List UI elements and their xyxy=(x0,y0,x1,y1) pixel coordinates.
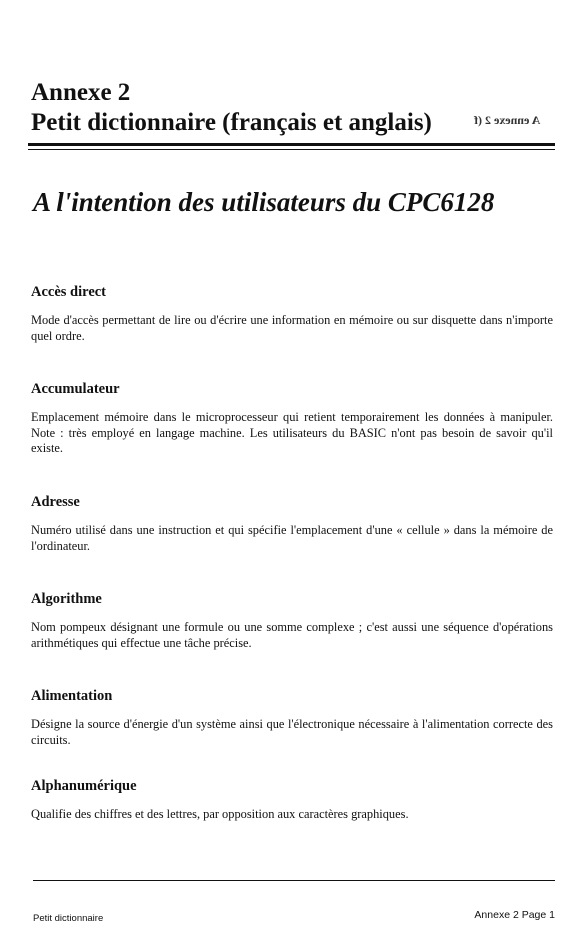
header-rule-thick xyxy=(28,143,555,146)
chapter-label: Annexe 2 xyxy=(31,79,131,106)
dictionary-entry xyxy=(31,283,553,380)
dictionary-entry xyxy=(31,380,553,493)
chapter-title: Petit dictionnaire (français et anglais) xyxy=(31,109,432,136)
dictionary-entry xyxy=(31,493,553,590)
entry-term: Algorithme xyxy=(31,591,102,607)
section-subtitle: A l'intention des utilisateurs du CPC6128 xyxy=(33,187,495,217)
entry-definition: Qualifie des chiffres et des lettres, par opposition aux caractères graphiques. xyxy=(31,807,409,821)
entry-definition: Désigne la source d'énergie d'un système ainsi que l'électronique nécessaire à l'alimentation correcte des circuits. xyxy=(31,717,553,747)
show-through-text: A ennexe 2 (f xyxy=(474,113,541,127)
entry-term: Adresse xyxy=(31,494,80,510)
footer-rule xyxy=(33,880,555,881)
entry-term: Alphanumérique xyxy=(31,778,137,794)
footer-page-number: Annexe 2 Page 1 xyxy=(474,909,555,921)
entry-definition: Mode d'accès permettant de lire ou d'écrire une information en mémoire ou sur disquette dans n'importe quel ordre. xyxy=(31,313,553,343)
dictionary-entry xyxy=(31,777,553,823)
entry-term: Accumulateur xyxy=(31,381,120,397)
entry-definition: Nom pompeux désignant une formule ou une somme complexe ; c'est aussi une séquence d'opérations arithmétiques qui effectue une tâche précise. xyxy=(31,620,553,650)
entry-term: Alimentation xyxy=(31,688,113,704)
dictionary-entry xyxy=(31,590,553,687)
entry-term: Accès direct xyxy=(31,284,107,300)
entry-definition: Numéro utilisé dans une instruction et qui spécifie l'emplacement d'une « cellule » dans la mémoire de l'ordinateur. xyxy=(31,523,553,553)
entry-definition: Emplacement mémoire dans le microprocesseur qui retient temporairement les données à manipuler. Note : très employé en langage machine. Les utilisateurs du BASIC n'ont pas besoin de savoir qu'il existe. xyxy=(31,410,553,455)
header-rule-thin xyxy=(28,149,555,150)
footer-section-name: Petit dictionnaire xyxy=(33,913,104,924)
dictionary-entry xyxy=(31,687,553,777)
dictionary-entries xyxy=(31,283,553,823)
